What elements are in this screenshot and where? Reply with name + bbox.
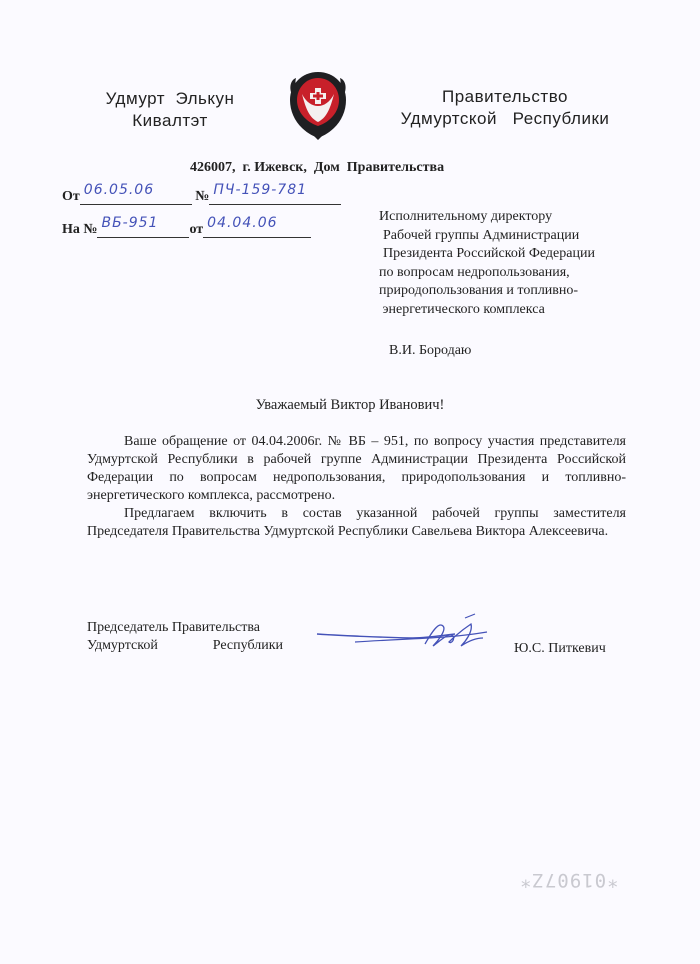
outgoing-number: ПЧ-159-781 xyxy=(213,182,308,198)
header-left-line2: Кивалтэт xyxy=(132,111,208,130)
handwritten-signature-icon xyxy=(315,612,495,662)
signer-title-line1: Председатель Правительства xyxy=(87,620,260,635)
header-right-line2: Удмуртской Республики xyxy=(400,109,610,128)
incoming-date: 04.04.06 xyxy=(207,215,278,231)
header-left-line1: Удмурт Элькун xyxy=(105,89,235,108)
letter-body xyxy=(87,433,626,541)
header-udmurt-name xyxy=(85,88,255,132)
signer-name: Ю.С. Питкевич xyxy=(514,641,606,656)
addressee-line: Президента Российской Федерации xyxy=(383,246,595,261)
salutation: Уважаемый Виктор Иванович! xyxy=(255,397,445,413)
addressee-line: по вопросам недропользования, xyxy=(379,264,570,280)
ot-label: От xyxy=(62,189,80,204)
addressee-name: В.И. Бородаю xyxy=(389,343,472,358)
incoming-number: ВБ-951 xyxy=(101,215,159,231)
na-label: На № xyxy=(62,222,98,237)
addressee-line: Рабочей группы Администрации xyxy=(383,227,580,243)
signer-title-word: Удмуртской xyxy=(87,638,158,653)
num-label: № xyxy=(195,189,210,204)
addressee-line: природопользования и топливно- xyxy=(379,283,579,298)
outgoing-date-line xyxy=(80,182,192,205)
addressee-line: энергетического комплекса xyxy=(379,301,545,317)
addressee-line: Исполнительному директору xyxy=(379,209,553,224)
body-paragraph: Ваше обращение от 04.04.2006г. № ВБ – 951, по вопросу участия представителя Удмуртской Республики в рабочей группе Администрации Президента Российской Федерации по вопросам недропользования, природопользования и топливно-энергетического комплекса, рассмотрено. xyxy=(87,434,626,503)
government-address: 426007, г. Ижевск, Дом Правительства xyxy=(190,160,445,175)
ot2-label: от xyxy=(189,222,204,237)
outgoing-number-line xyxy=(209,182,341,205)
incoming-date-line xyxy=(203,215,311,238)
signer-title-word: Республики xyxy=(212,638,283,653)
udmurt-emblem-icon xyxy=(282,68,354,142)
outgoing-ref-row xyxy=(62,182,341,205)
signer-title-line2 xyxy=(87,637,283,655)
outgoing-date: 06.05.06 xyxy=(83,182,155,198)
header-government-name xyxy=(375,86,635,130)
signer-title xyxy=(87,619,287,655)
incoming-ref-row xyxy=(62,215,311,238)
incoming-number-line xyxy=(97,215,189,238)
header-right-line1: Правительство xyxy=(442,87,568,106)
addressee-block xyxy=(379,208,639,319)
stamp-number: *01907Z* xyxy=(519,869,619,891)
body-paragraph: Предлагаем включить в состав указанной рабочей группы заместителя Председателя Правительства Удмуртской Республики Савельева Виктора Алексеевича. xyxy=(87,506,626,539)
